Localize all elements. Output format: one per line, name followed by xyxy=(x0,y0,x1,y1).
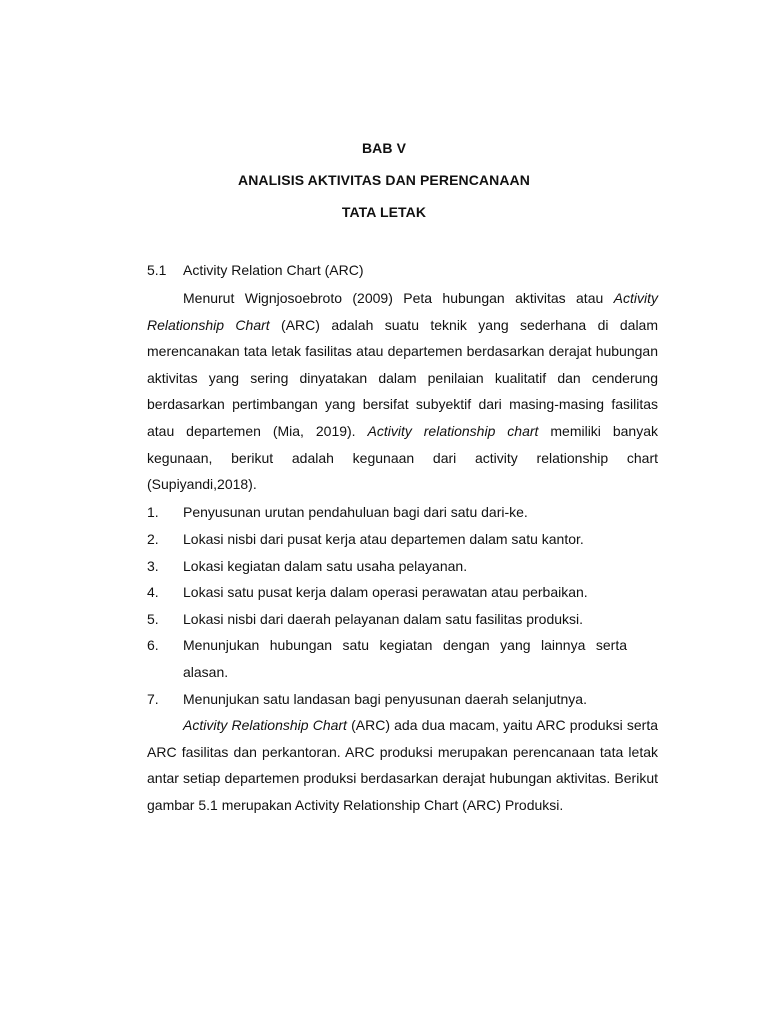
list-item-text: Penyusunan urutan pendahuluan bagi dari satu dari-ke. xyxy=(183,504,528,520)
list-item-text: Lokasi satu pusat kerja dalam operasi perawatan atau perbaikan. xyxy=(183,584,588,600)
chapter-label: BAB V xyxy=(361,140,407,156)
list-item-text: Lokasi nisbi dari pusat kerja atau departemen dalam satu kantor. xyxy=(183,531,584,547)
list-item-number: 7. xyxy=(147,691,159,707)
chapter-title-line1: ANALISIS AKTIVITAS DAN PERENCANAAN xyxy=(238,172,530,188)
chapter-title-line2: TATA LETAK xyxy=(341,204,427,220)
list-item-text: Menunjukan hubungan satu kegiatan dengan yang lainnya serta alasan. xyxy=(183,637,627,680)
list-item-number: 6. xyxy=(147,637,159,653)
paragraph-text: (ARC) adalah suatu teknik yang sederhana di dalam merencanakan tata letak fasilitas atau departemen berdasarkan derajat hubungan aktivitas yang sering dinyatakan dalam penilaian kualitatif dan cenderung berdasarkan pertimbangan yang bersifat subyektif dari masing-masing fasilitas atau departemen (Mia, 2019). xyxy=(147,316,659,439)
list-item-text: Menunjukan satu landasan bagi penyusunan daerah selanjutnya. xyxy=(183,691,587,707)
paragraph-text: Menurut Wignjosoebroto (2009) Peta hubungan aktivitas atau xyxy=(183,290,614,306)
paragraph-arc-types xyxy=(147,712,658,818)
section-title: Activity Relation Chart (ARC) xyxy=(183,262,364,278)
paragraph-arc-definition xyxy=(147,285,658,498)
list-item-number: 3. xyxy=(147,558,159,574)
section-number: 5.1 xyxy=(147,262,167,278)
list-item-number: 1. xyxy=(147,504,159,520)
paragraph-text: memiliki banyak kegunaan, berikut adalah kegunaan dari activity relationship chart (Supiyandi,2018). xyxy=(147,422,658,493)
paragraph-italic-term: Activity Relationship Chart xyxy=(147,290,658,333)
paragraph-text: (ARC) ada dua macam, yaitu ARC produksi serta ARC fasilitas dan perkantoran. ARC produksi merupakan perencanaan tata letak antar setiap departemen produksi berdasarkan derajat hubungan aktivitas. Berikut gambar 5.1 merupakan Activity Relationship Chart (ARC) Produksi. xyxy=(147,717,658,813)
list-item-number: 2. xyxy=(147,531,159,547)
paragraph-italic-term: Activity Relationship Chart xyxy=(183,717,347,733)
list-item-text: Lokasi kegiatan dalam satu usaha pelayanan. xyxy=(183,558,468,574)
list-item-number: 5. xyxy=(147,611,159,627)
paragraph-italic-term: Activity relationship chart xyxy=(367,422,539,439)
list-item-text: Lokasi nisbi dari daerah pelayanan dalam satu fasilitas produksi. xyxy=(183,611,584,627)
list-item-number: 4. xyxy=(147,584,159,600)
